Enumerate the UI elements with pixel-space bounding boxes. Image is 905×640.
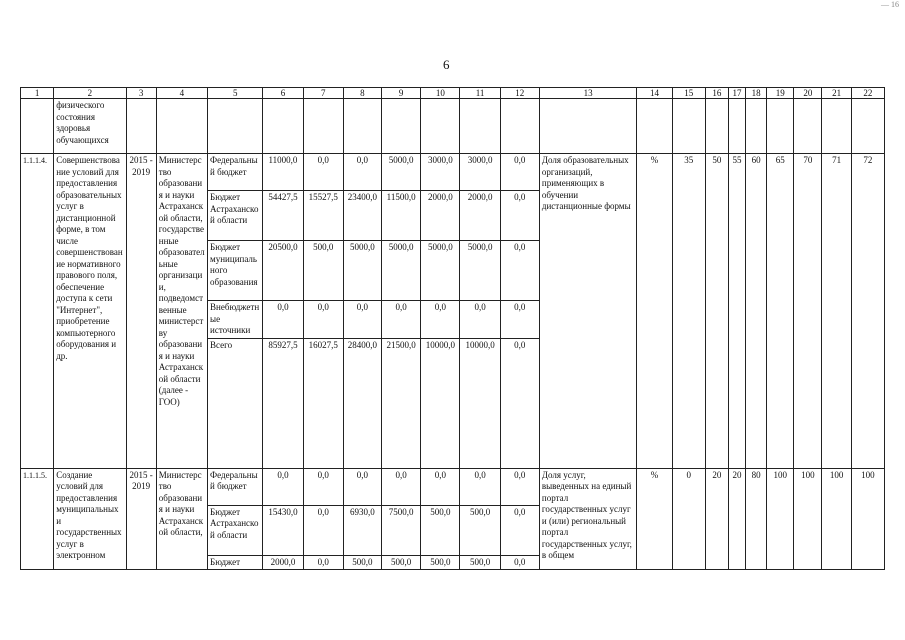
value-cell: 500,0 [421,555,460,570]
value-cell: 21500,0 [382,338,421,468]
header-cell: 21 [822,88,851,99]
value-cell: 0,0 [382,468,421,505]
value-cell: 11500,0 [382,191,421,241]
table-row [21,154,885,191]
value-cell: 5000,0 [382,241,421,301]
target-cell: 20 [705,468,728,570]
value-cell: 500,0 [382,555,421,570]
value-cell: 0,0 [500,505,539,555]
value-cell: 2000,0 [421,191,460,241]
value-cell: 11000,0 [263,154,303,191]
indicator-text: Доля образовательных организаций, применяющих в обучении дистанционные формы [539,154,637,469]
header-cell: 3 [126,88,156,99]
header-cell: 8 [343,88,381,99]
value-cell: 500,0 [460,505,500,555]
continuation-row [21,99,885,154]
value-cell: 500,0 [421,505,460,555]
item-executor: Министерство образования и науки Астраханской области, государственные образовательные организации, подведомственные министерству образования и науки Астраханской области (далее - ГОО) [156,154,207,469]
target-cell: 100 [767,468,794,570]
value-cell: 0,0 [343,301,381,339]
item-years: 2015 - 2019 [126,468,156,570]
value-cell: 0,0 [343,154,381,191]
header-cell: 5 [208,88,263,99]
target-cell: 70 [794,154,822,469]
target-cell: 35 [672,154,705,469]
header-cell: 11 [460,88,500,99]
header-cell: 13 [539,88,637,99]
source-label: Бюджет Астраханской области [208,191,263,241]
header-cell: 1 [21,88,54,99]
value-cell: 500,0 [460,555,500,570]
header-cell: 14 [637,88,672,99]
item-code: 1.1.1.4. [21,154,54,469]
value-cell: 0,0 [460,468,500,505]
item-years: 2015 - 2019 [126,154,156,469]
value-cell: 54427,5 [263,191,303,241]
page-number: 6 [443,57,450,72]
value-cell: 0,0 [263,301,303,339]
value-cell: 0,0 [303,505,343,555]
value-cell: 0,0 [500,555,539,570]
value-cell: 16027,5 [303,338,343,468]
value-cell: 0,0 [500,468,539,505]
target-cell: 20 [728,468,745,570]
value-cell: 0,0 [303,301,343,339]
value-cell: 0,0 [500,301,539,339]
header-cell: 16 [705,88,728,99]
header-cell: 19 [767,88,794,99]
source-label: Федеральный бюджет [208,468,263,505]
header-cell: 15 [672,88,705,99]
value-cell: 20500,0 [263,241,303,301]
item-code: 1.1.1.5. [21,468,54,570]
header-cell: 12 [500,88,539,99]
value-cell: 500,0 [343,555,381,570]
value-cell: 15430,0 [263,505,303,555]
value-cell: 85927,5 [263,338,303,468]
table-row [21,468,885,505]
unit-cell: % [637,468,672,570]
target-cell: 72 [851,154,884,469]
source-label: Федеральный бюджет [208,154,263,191]
value-cell: 5000,0 [343,241,381,301]
header-cell: 22 [851,88,884,99]
program-table [20,87,885,570]
indicator-text: Доля услуг, выведенных на единый портал государственных услуг и (или) региональный портал государственных услуг, в общем [539,468,637,570]
value-cell: 0,0 [343,468,381,505]
value-cell: 6930,0 [343,505,381,555]
target-cell: 50 [705,154,728,469]
source-label: Бюджет Астраханской области [208,505,263,555]
value-cell: 0,0 [500,191,539,241]
value-cell: 0,0 [421,468,460,505]
value-cell: 0,0 [263,468,303,505]
source-label: Бюджет муниципального образования [208,241,263,301]
value-cell: 0,0 [303,555,343,570]
target-cell: 80 [746,468,767,570]
header-cell: 20 [794,88,822,99]
header-cell: 9 [382,88,421,99]
value-cell: 5000,0 [460,241,500,301]
item-name: Совершенствование условий для предоставления образовательных услуг в дистанционной форме, в том числе совершенствование нормативного правового поля, обеспечение доступа к сети "Интернет", приобретение компьютерного оборудования и др. [54,154,126,469]
value-cell: 0,0 [460,301,500,339]
target-cell: 100 [822,468,851,570]
item-executor: Министерство образования и науки Астраханской области, [156,468,207,570]
value-cell: 15527,5 [303,191,343,241]
value-cell: 3000,0 [421,154,460,191]
value-cell: 10000,0 [421,338,460,468]
source-label: Бюджет [208,555,263,570]
continuation-text: физического состояния здоровья обучающихся [54,99,126,154]
value-cell: 7500,0 [382,505,421,555]
target-cell: 55 [728,154,745,469]
header-cell: 2 [54,88,126,99]
unit-cell: % [637,154,672,469]
value-cell: 0,0 [500,338,539,468]
value-cell: 2000,0 [460,191,500,241]
value-cell: 0,0 [500,241,539,301]
header-cell: 17 [728,88,745,99]
value-cell: 5000,0 [382,154,421,191]
value-cell: 2000,0 [263,555,303,570]
value-cell: 0,0 [421,301,460,339]
header-cell: 6 [263,88,303,99]
item-name: Создание условий для предоставления муниципальных и государственных услуг в электронном [54,468,126,570]
target-cell: 0 [672,468,705,570]
header-cell: 10 [421,88,460,99]
target-cell: 71 [822,154,851,469]
value-cell: 500,0 [303,241,343,301]
target-cell: 100 [851,468,884,570]
value-cell: 28400,0 [343,338,381,468]
header-cell: 7 [303,88,343,99]
target-cell: 100 [794,468,822,570]
value-cell: 0,0 [500,154,539,191]
value-cell: 23400,0 [343,191,381,241]
corner-mark: — 16 [881,0,899,9]
value-cell: 3000,0 [460,154,500,191]
source-label: Всего [208,338,263,468]
value-cell: 10000,0 [460,338,500,468]
value-cell: 5000,0 [421,241,460,301]
value-cell: 0,0 [303,154,343,191]
value-cell: 0,0 [303,468,343,505]
header-row [21,88,885,99]
header-cell: 18 [746,88,767,99]
target-cell: 65 [767,154,794,469]
value-cell: 0,0 [382,301,421,339]
target-cell: 60 [746,154,767,469]
header-cell: 4 [156,88,207,99]
source-label: Внебюджетные источники [208,301,263,339]
